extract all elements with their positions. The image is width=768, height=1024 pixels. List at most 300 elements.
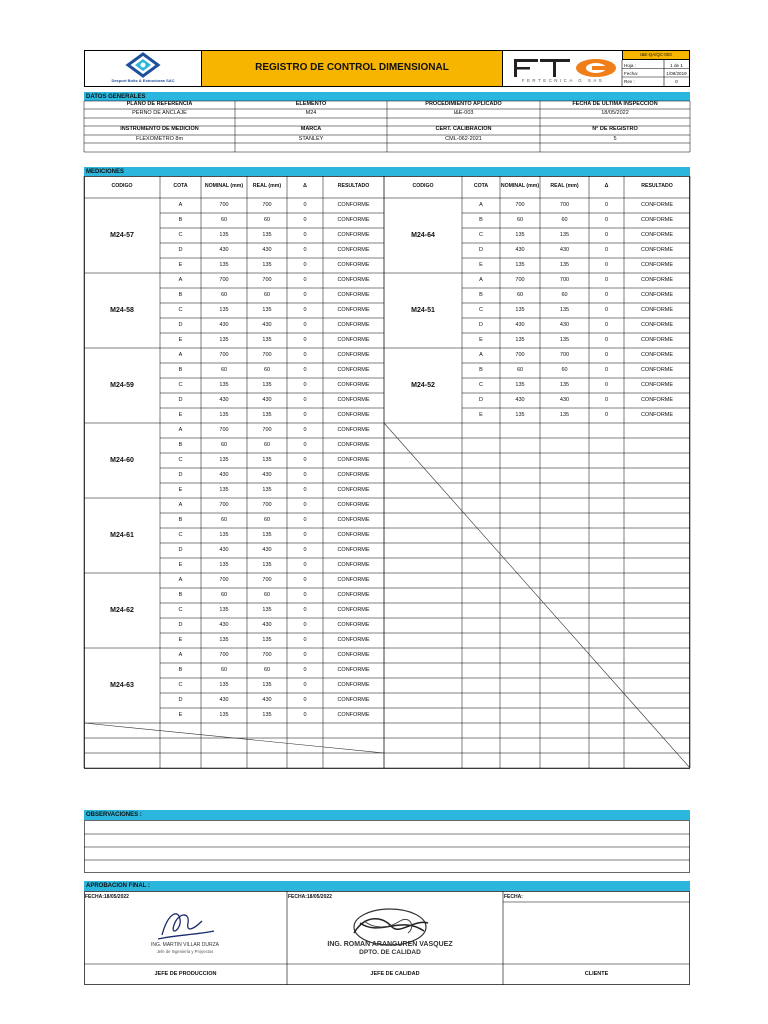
nominal-cell: 60 (220, 441, 228, 448)
result-cell: CONFORME (337, 411, 370, 418)
nominal-cell: 700 (219, 426, 229, 433)
general-data-section-title: DATOS GENERALES (84, 92, 690, 101)
result-cell: CONFORME (640, 306, 674, 313)
real-cell: 700 (262, 276, 272, 283)
measurement-column-header: COTA (173, 183, 188, 190)
cota-cell: A (178, 576, 183, 583)
result-cell: CONFORME (640, 246, 674, 253)
nominal-cell: 430 (219, 396, 229, 403)
nominal-cell: 700 (219, 576, 229, 583)
real-cell: 60 (561, 291, 568, 298)
real-cell: 60 (263, 366, 271, 373)
real-cell: 430 (262, 321, 272, 328)
cota-cell: B (178, 441, 183, 448)
general-value-cell: I&E-003 (453, 109, 474, 116)
measurement-column-header: NOMINAL (mm) (204, 183, 244, 190)
result-cell: CONFORME (640, 276, 674, 283)
delta-cell: 0 (604, 411, 609, 418)
nominal-cell: 135 (219, 336, 229, 343)
result-cell: CONFORME (337, 366, 370, 373)
measurements-section-title: MEDICIONES (84, 167, 690, 176)
cota-cell: E (178, 336, 183, 343)
cota-cell: C (178, 456, 183, 463)
result-cell: CONFORME (337, 561, 370, 568)
result-cell: CONFORME (640, 396, 674, 403)
result-cell: CONFORME (337, 426, 370, 433)
nominal-cell: 430 (219, 321, 229, 328)
nominal-cell: 430 (219, 696, 229, 703)
nominal-cell: 135 (515, 411, 525, 418)
cota-cell: D (479, 321, 483, 328)
real-cell: 135 (262, 681, 272, 688)
real-cell: 700 (262, 501, 272, 508)
result-cell: CONFORME (337, 666, 370, 673)
signer-quality-role: DPTO. DE CALIDAD (359, 949, 421, 956)
nominal-cell: 135 (219, 411, 229, 418)
result-cell: CONFORME (640, 231, 674, 238)
approval-date-quality: FECHA:18/05/2022 (288, 894, 332, 900)
part-code: M24-61 (110, 531, 134, 539)
cota-cell: B (178, 666, 183, 673)
doc-code: I&E-QA/QC-003 (622, 51, 689, 60)
part-code: M24-59 (110, 381, 134, 389)
meta-value-date: 1/08/2019 (666, 70, 687, 76)
general-header-cell: PLANO DE REFERENCIA (126, 101, 193, 108)
nominal-cell: 430 (219, 546, 229, 553)
cota-cell: B (479, 366, 483, 373)
measurement-column-header: Δ (604, 183, 609, 190)
real-cell: 135 (559, 306, 570, 313)
real-cell: 135 (262, 606, 272, 613)
cota-cell: C (178, 231, 183, 238)
result-cell: CONFORME (337, 216, 370, 223)
cota-cell: B (178, 291, 183, 298)
nominal-cell: 135 (219, 711, 229, 718)
real-cell: 430 (262, 246, 272, 253)
real-cell: 60 (263, 666, 271, 673)
delta-cell: 0 (303, 591, 307, 598)
delta-cell: 0 (303, 276, 307, 283)
nominal-cell: 135 (219, 381, 229, 388)
result-cell: CONFORME (337, 471, 370, 478)
cota-cell: E (479, 261, 483, 268)
nominal-cell: 135 (515, 336, 525, 343)
result-cell: CONFORME (337, 501, 370, 508)
result-cell: CONFORME (337, 651, 370, 658)
measurement-column-header: Δ (303, 183, 307, 190)
cota-cell: E (178, 711, 183, 718)
nominal-cell: 60 (220, 591, 228, 598)
nominal-cell: 135 (219, 486, 229, 493)
measurement-column-header: CODIGO (111, 183, 133, 190)
role-production: JEFE DE PRODUCCION (154, 970, 217, 977)
nominal-cell: 135 (219, 306, 229, 313)
observations-section-title: OBSERVACIONES : (84, 810, 690, 820)
part-code: M24-63 (110, 681, 134, 689)
delta-cell: 0 (303, 696, 307, 703)
cota-cell: C (479, 381, 483, 388)
real-cell: 135 (262, 486, 272, 493)
result-cell: CONFORME (337, 711, 370, 718)
meta-label-sheet: Hoja : (624, 62, 637, 68)
cota-cell: A (178, 501, 183, 508)
real-cell: 135 (559, 336, 570, 343)
delta-cell: 0 (604, 231, 609, 238)
cota-cell: D (479, 246, 483, 253)
nominal-cell: 60 (516, 366, 524, 373)
result-cell: CONFORME (337, 246, 370, 253)
cota-cell: D (178, 546, 183, 553)
general-value-cell: M24 (305, 109, 317, 116)
cota-cell: E (178, 411, 183, 418)
nominal-cell: 430 (515, 321, 525, 328)
result-cell: CONFORME (640, 261, 674, 268)
delta-cell: 0 (303, 306, 307, 313)
real-cell: 135 (262, 561, 272, 568)
real-cell: 60 (263, 591, 271, 598)
real-cell: 60 (263, 516, 271, 523)
result-cell: CONFORME (640, 201, 674, 208)
general-value-cell: 18/05/2022 (601, 109, 629, 116)
result-cell: CONFORME (640, 411, 674, 418)
delta-cell: 0 (303, 261, 307, 268)
cota-cell: B (479, 291, 483, 298)
delta-cell: 0 (303, 501, 307, 508)
measurement-column-header: REAL (mm) (550, 183, 579, 190)
nominal-cell: 60 (220, 291, 228, 298)
nominal-cell: 60 (516, 291, 524, 298)
real-cell: 135 (559, 231, 570, 238)
result-cell: CONFORME (337, 396, 370, 403)
meta-value-sheet: 1 de 1 (670, 62, 683, 68)
real-cell: 135 (262, 336, 272, 343)
meta-value-rev: 0 (675, 78, 678, 84)
nominal-cell: 700 (219, 201, 229, 208)
nominal-cell: 135 (219, 531, 229, 538)
real-cell: 135 (262, 306, 272, 313)
delta-cell: 0 (303, 516, 307, 523)
nominal-cell: 430 (515, 396, 525, 403)
delta-cell: 0 (303, 321, 307, 328)
result-cell: CONFORME (337, 381, 370, 388)
delta-cell: 0 (303, 711, 307, 718)
result-cell: CONFORME (337, 531, 370, 538)
general-value-cell: 5 (613, 135, 617, 142)
result-cell: CONFORME (337, 516, 370, 523)
cota-cell: B (178, 516, 183, 523)
part-code: M24-62 (110, 606, 134, 614)
delta-cell: 0 (303, 381, 307, 388)
delta-cell: 0 (604, 201, 609, 208)
real-cell: 700 (559, 276, 570, 283)
real-cell: 700 (559, 201, 570, 208)
delta-cell: 0 (604, 291, 609, 298)
nominal-cell: 135 (219, 456, 229, 463)
cota-cell: B (479, 216, 483, 223)
cota-cell: A (479, 276, 483, 283)
delta-cell: 0 (303, 411, 307, 418)
delta-cell: 0 (303, 291, 307, 298)
cota-cell: B (178, 591, 183, 598)
result-cell: CONFORME (337, 231, 370, 238)
approval-date-production: FECHA:18/05/2022 (85, 894, 129, 900)
cota-cell: C (178, 306, 183, 313)
nominal-cell: 700 (219, 351, 229, 358)
nominal-cell: 60 (220, 666, 228, 673)
meta-label-date: Fecha: (624, 70, 639, 76)
result-cell: CONFORME (337, 621, 370, 628)
nominal-cell: 135 (515, 381, 525, 388)
ft-caption: FERTECNICA G SAS (521, 78, 605, 83)
delta-cell: 0 (604, 351, 609, 358)
real-cell: 135 (262, 531, 272, 538)
role-client: CLIENTE (584, 970, 609, 977)
real-cell: 135 (559, 261, 570, 268)
nominal-cell: 430 (219, 621, 229, 628)
delta-cell: 0 (303, 426, 307, 433)
real-cell: 60 (263, 291, 271, 298)
cota-cell: C (479, 306, 483, 313)
delta-cell: 0 (303, 351, 307, 358)
nominal-cell: 60 (220, 216, 228, 223)
result-cell: CONFORME (337, 276, 370, 283)
nominal-cell: 700 (515, 276, 525, 283)
real-cell: 135 (262, 456, 272, 463)
cota-cell: E (178, 636, 183, 643)
delta-cell: 0 (303, 606, 307, 613)
real-cell: 135 (262, 231, 272, 238)
measurement-column-header: REAL (mm) (252, 183, 282, 190)
nominal-cell: 60 (516, 216, 524, 223)
delta-cell: 0 (303, 201, 307, 208)
nominal-cell: 135 (219, 231, 229, 238)
delta-cell: 0 (604, 336, 609, 343)
signer-production-name: ING. MARTIN VILLAR DURZA (151, 942, 219, 948)
real-cell: 700 (262, 351, 272, 358)
delta-cell: 0 (303, 636, 307, 643)
cota-cell: D (178, 321, 183, 328)
nominal-cell: 135 (219, 606, 229, 613)
general-header-cell: ELEMENTO (295, 101, 327, 108)
result-cell: CONFORME (640, 216, 674, 223)
signer-quality-name: ING. ROMAN ARANGUREN VASQUEZ (327, 940, 453, 948)
delta-cell: 0 (303, 651, 307, 658)
delta-cell: 0 (604, 321, 609, 328)
cota-cell: A (178, 651, 183, 658)
cota-cell: B (178, 216, 183, 223)
delta-cell: 0 (303, 336, 307, 343)
result-cell: CONFORME (337, 696, 370, 703)
cota-cell: D (178, 471, 183, 478)
cota-cell: E (178, 486, 183, 493)
result-cell: CONFORME (337, 306, 370, 313)
signature-production (150, 905, 220, 945)
general-value-cell: PERNO DE ANCLAJE (132, 109, 187, 116)
cota-cell: A (178, 201, 183, 208)
delta-cell: 0 (303, 246, 307, 253)
delta-cell: 0 (604, 306, 609, 313)
real-cell: 700 (262, 201, 272, 208)
nominal-cell: 60 (220, 516, 228, 523)
real-cell: 60 (263, 216, 271, 223)
document-title: REGISTRO DE CONTROL DIMENSIONAL (201, 51, 503, 86)
nominal-cell: 135 (515, 261, 525, 268)
delta-cell: 0 (303, 396, 307, 403)
result-cell: CONFORME (337, 336, 370, 343)
nominal-cell: 430 (515, 246, 525, 253)
cota-cell: B (178, 366, 183, 373)
cota-cell: E (178, 261, 183, 268)
real-cell: 135 (262, 411, 272, 418)
result-cell: CONFORME (337, 636, 370, 643)
delta-cell: 0 (604, 246, 609, 253)
result-cell: CONFORME (337, 576, 370, 583)
delta-cell: 0 (303, 471, 307, 478)
nominal-cell: 430 (219, 471, 229, 478)
delta-cell: 0 (303, 456, 307, 463)
general-header-cell: PROCEDIMIENTO APLICADO (425, 101, 502, 108)
result-cell: CONFORME (337, 486, 370, 493)
result-cell: CONFORME (337, 351, 370, 358)
nominal-cell: 135 (219, 636, 229, 643)
delta-cell: 0 (303, 441, 307, 448)
real-cell: 430 (262, 696, 272, 703)
cota-cell: A (178, 426, 183, 433)
result-cell: CONFORME (337, 456, 370, 463)
measurement-column-header: CODIGO (412, 183, 434, 190)
result-cell: CONFORME (640, 351, 674, 358)
logo-caption: Desport Bolts & Estructuras SAC (111, 78, 175, 83)
general-value-cell: STANLEY (298, 135, 324, 142)
delta-cell: 0 (303, 231, 307, 238)
real-cell: 135 (262, 711, 272, 718)
real-cell: 60 (561, 366, 568, 373)
cota-cell: D (178, 621, 183, 628)
result-cell: CONFORME (337, 606, 370, 613)
result-cell: CONFORME (337, 591, 370, 598)
general-header-cell: CERT. CALIBRACION (435, 126, 492, 133)
part-code: M24-60 (110, 456, 134, 464)
general-header-cell: FECHA DE ULTIMA INSPECCION (572, 101, 658, 108)
result-cell: CONFORME (337, 291, 370, 298)
result-cell: CONFORME (640, 336, 674, 343)
delta-cell: 0 (303, 666, 307, 673)
nominal-cell: 700 (219, 651, 229, 658)
delta-cell: 0 (303, 546, 307, 553)
delta-cell: 0 (303, 366, 307, 373)
real-cell: 430 (559, 246, 570, 253)
real-cell: 430 (559, 396, 570, 403)
role-quality: JEFE DE CALIDAD (370, 970, 420, 977)
real-cell: 135 (559, 381, 570, 388)
part-code: M24-52 (411, 381, 435, 389)
result-cell: CONFORME (337, 441, 370, 448)
real-cell: 135 (262, 261, 272, 268)
result-cell: CONFORME (337, 321, 370, 328)
part-code: M24-57 (110, 231, 134, 239)
cota-cell: C (178, 606, 183, 613)
general-header-cell: N° DE REGISTRO (592, 126, 638, 133)
real-cell: 700 (262, 576, 272, 583)
approval-section-title: APROBACION FINAL : (84, 881, 690, 891)
cota-cell: D (178, 396, 183, 403)
real-cell: 430 (559, 321, 570, 328)
real-cell: 60 (263, 441, 271, 448)
meta-label-rev: Rev : (624, 78, 635, 84)
nominal-cell: 135 (515, 306, 525, 313)
cota-cell: A (178, 276, 183, 283)
measurement-column-header: RESULTADO (337, 183, 370, 190)
real-cell: 135 (262, 381, 272, 388)
measurement-column-header: RESULTADO (641, 183, 673, 190)
part-code: M24-64 (411, 231, 435, 239)
nominal-cell: 135 (219, 561, 229, 568)
result-cell: CONFORME (640, 321, 674, 328)
nominal-cell: 700 (219, 501, 229, 508)
delta-cell: 0 (604, 381, 609, 388)
cota-cell: A (479, 201, 483, 208)
delta-cell: 0 (604, 276, 609, 283)
result-cell: CONFORME (640, 291, 674, 298)
cota-cell: D (479, 396, 483, 403)
nominal-cell: 430 (219, 246, 229, 253)
cota-cell: E (178, 561, 183, 568)
approval-date-client: FECHA: (504, 894, 523, 900)
cota-cell: E (479, 411, 483, 418)
delta-cell: 0 (604, 366, 609, 373)
result-cell: CONFORME (337, 681, 370, 688)
delta-cell: 0 (303, 576, 307, 583)
real-cell: 700 (559, 351, 570, 358)
nominal-cell: 135 (515, 231, 525, 238)
nominal-cell: 60 (220, 366, 228, 373)
measurement-column-header: COTA (473, 183, 489, 190)
cota-cell: A (178, 351, 183, 358)
delta-cell: 0 (604, 261, 609, 268)
cota-cell: E (479, 336, 483, 343)
result-cell: CONFORME (640, 381, 674, 388)
cota-cell: C (479, 231, 483, 238)
cota-cell: C (178, 681, 183, 688)
real-cell: 430 (262, 471, 272, 478)
delta-cell: 0 (303, 621, 307, 628)
cota-cell: A (479, 351, 483, 358)
result-cell: CONFORME (337, 546, 370, 553)
delta-cell: 0 (303, 681, 307, 688)
cota-cell: D (178, 246, 183, 253)
delta-cell: 0 (604, 396, 609, 403)
general-value-cell: CML-062-2021 (445, 135, 482, 142)
delta-cell: 0 (303, 561, 307, 568)
nominal-cell: 700 (515, 201, 525, 208)
delta-cell: 0 (604, 216, 609, 223)
measurement-column-header: NOMINAL (mm) (500, 183, 540, 190)
delta-cell: 0 (303, 486, 307, 493)
part-code: M24-58 (110, 306, 134, 314)
signer-production-role: Jefe de Ingeniería y Proyectos (156, 949, 214, 954)
cota-cell: C (178, 531, 183, 538)
real-cell: 135 (559, 411, 570, 418)
cota-cell: D (178, 696, 183, 703)
delta-cell: 0 (303, 216, 307, 223)
general-value-cell: FLEXOMETRO 8m (135, 135, 184, 142)
cota-cell: C (178, 381, 183, 388)
general-header-cell: MARCA (300, 126, 322, 133)
real-cell: 700 (262, 651, 272, 658)
real-cell: 430 (262, 621, 272, 628)
nominal-cell: 700 (515, 351, 525, 358)
nominal-cell: 135 (219, 261, 229, 268)
